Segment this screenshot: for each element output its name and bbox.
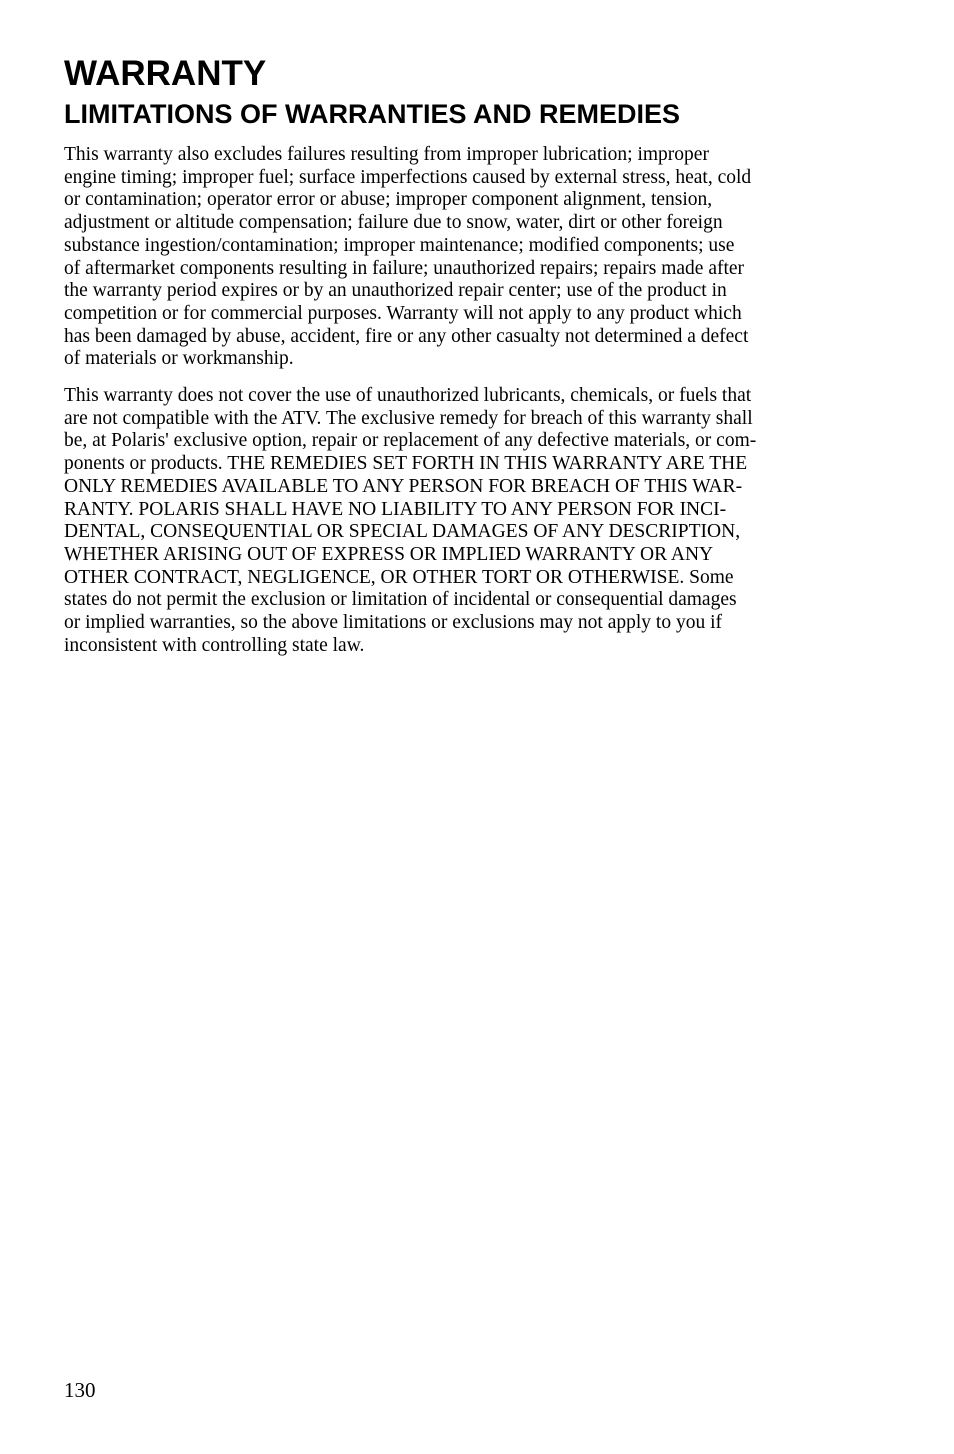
paragraph-line: inconsistent with controlling state law. xyxy=(64,634,365,656)
paragraph-line: of aftermarket components resulting in failure; unauthorized repairs; repairs made after xyxy=(64,257,745,279)
paragraph-line: or contamination; operator error or abuse; improper component alignment, tension, xyxy=(64,189,713,211)
paragraph-line: has been damaged by abuse, accident, fire or any other casualty not determined a defect xyxy=(64,325,749,347)
page-content xyxy=(64,54,864,671)
paragraph-exclusions xyxy=(64,144,864,371)
paragraph-line: ONLY REMEDIES AVAILABLE TO ANY PERSON FOR BREACH OF THIS WAR- xyxy=(64,475,743,497)
paragraph-line: are not compatible with the ATV. The exclusive remedy for breach of this warranty shall xyxy=(64,407,753,429)
paragraph-line: engine timing; improper fuel; surface imperfections caused by external stress, heat, cold xyxy=(64,166,752,188)
paragraph-line: be, at Polaris' exclusive option, repair or replacement of any defective materials, or com- xyxy=(64,430,757,452)
paragraph-line: or implied warranties, so the above limitations or exclusions may not apply to you if xyxy=(64,612,723,634)
paragraph-line: WHETHER ARISING OUT OF EXPRESS OR IMPLIED WARRANTY OR ANY xyxy=(64,543,714,565)
paragraph-line: DENTAL, CONSEQUENTIAL OR SPECIAL DAMAGES OF ANY DESCRIPTION, xyxy=(64,521,741,543)
paragraph-line: of materials or workmanship. xyxy=(64,348,294,370)
section-title: WARRANTY xyxy=(64,54,267,93)
paragraph-line: the warranty period expires or by an unauthorized repair center; use of the product in xyxy=(64,280,727,302)
paragraph-line: This warranty also excludes failures resulting from improper lubrication; improper xyxy=(64,144,709,165)
paragraph-remedies xyxy=(64,385,864,657)
paragraph-line: competition or for commercial purposes. Warranty will not apply to any product which xyxy=(64,302,742,324)
paragraph-line: adjustment or altitude compensation; failure due to snow, water, dirt or other foreign xyxy=(64,212,723,234)
page-number: 130 xyxy=(64,1378,96,1402)
paragraph-line: This warranty does not cover the use of unauthorized lubricants, chemicals, or fuels that xyxy=(64,385,752,407)
paragraph-line: substance ingestion/contamination; improper maintenance; modified components; use xyxy=(64,234,735,256)
paragraph-line: OTHER CONTRACT, NEGLIGENCE, OR OTHER TORT OR OTHERWISE. Some xyxy=(64,566,734,588)
paragraph-line: states do not permit the exclusion or limitation of incidental or consequential damages xyxy=(64,589,737,611)
paragraph-line: ponents or products. THE REMEDIES SET FORTH IN THIS WARRANTY ARE THE xyxy=(64,453,748,475)
paragraph-line: RANTY. POLARIS SHALL HAVE NO LIABILITY TO ANY PERSON FOR INCI- xyxy=(64,498,727,520)
sub-title: LIMITATIONS OF WARRANTIES AND REMEDIES xyxy=(64,99,680,129)
